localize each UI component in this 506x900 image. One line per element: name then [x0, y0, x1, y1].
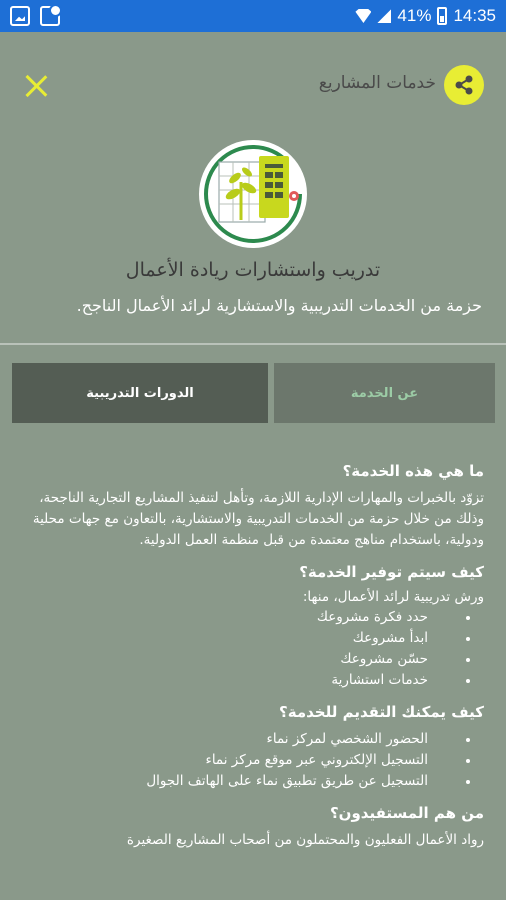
service-subtitle: حزمة من الخدمات التدريبية والاستشارية لرائد الأعمال الناجح.: [76, 296, 482, 315]
section-heading-beneficiaries: من هم المستفيدون؟: [329, 804, 484, 822]
section-intro-how-provided: ورش تدريبية لرائد الأعمال، منها:: [302, 589, 484, 605]
battery-percent: 41%: [397, 6, 432, 25]
close-icon[interactable]: [24, 74, 48, 98]
list-item: التسجيل عن طريق تطبيق نماء على الهاتف الجوال: [18, 771, 450, 792]
list-item: الحضور الشخصي لمركز نماء: [18, 729, 450, 750]
signal-icon: [377, 9, 391, 23]
section-body-beneficiaries: رواد الأعمال الفعليون والمحتملون من أصحاب المشاريع الصغيرة: [126, 832, 484, 848]
list-item: حدد فكرة مشروعك: [18, 607, 450, 628]
top-bar: [0, 60, 506, 112]
message-notification-icon: [40, 6, 60, 26]
service-logo: [197, 138, 309, 250]
list-item: ابدأ مشروعك: [18, 628, 450, 649]
workshops-list: [18, 607, 450, 691]
page-title: خدمات المشاريع: [318, 73, 436, 93]
list-item: التسجيل الإلكتروني عبر موقع مركز نماء: [18, 750, 450, 771]
section-body-what: تزوّد بالخبرات والمهارات الإدارية اللازمة، وتأهل لتنفيذ المشاريع التجارية الناجحة، وذلك من خلال حزمة من الخدمات التدريبية والاستشارية، بالتعاون مع جهات محلية ودولية، باستخدام مناهج معتمدة من قبل منظمة العمل الدولية.: [32, 490, 484, 548]
list-item: حسّن مشروعك: [18, 649, 450, 670]
battery-icon: [437, 7, 447, 25]
service-title: تدريب واستشارات ريادة الأعمال: [125, 259, 381, 281]
service-details: [18, 462, 484, 863]
section-heading-what: ما هي هذه الخدمة؟: [342, 462, 484, 480]
section-heading-how-provided: كيف سيتم توفير الخدمة؟: [299, 563, 484, 581]
list-item: خدمات استشارية: [18, 670, 450, 691]
divider: [0, 343, 506, 345]
clock: 14:35: [453, 6, 496, 25]
image-notification-icon: [10, 6, 30, 26]
share-icon[interactable]: [444, 65, 484, 105]
tab-training-courses[interactable]: الدورات التدريبية: [12, 363, 268, 423]
section-heading-how-apply: كيف يمكنك التقديم للخدمة؟: [279, 703, 484, 721]
apply-methods-list: [18, 729, 450, 792]
tab-about-service[interactable]: عن الخدمة: [274, 363, 495, 423]
status-bar: [0, 0, 506, 32]
wifi-icon: [355, 9, 371, 23]
